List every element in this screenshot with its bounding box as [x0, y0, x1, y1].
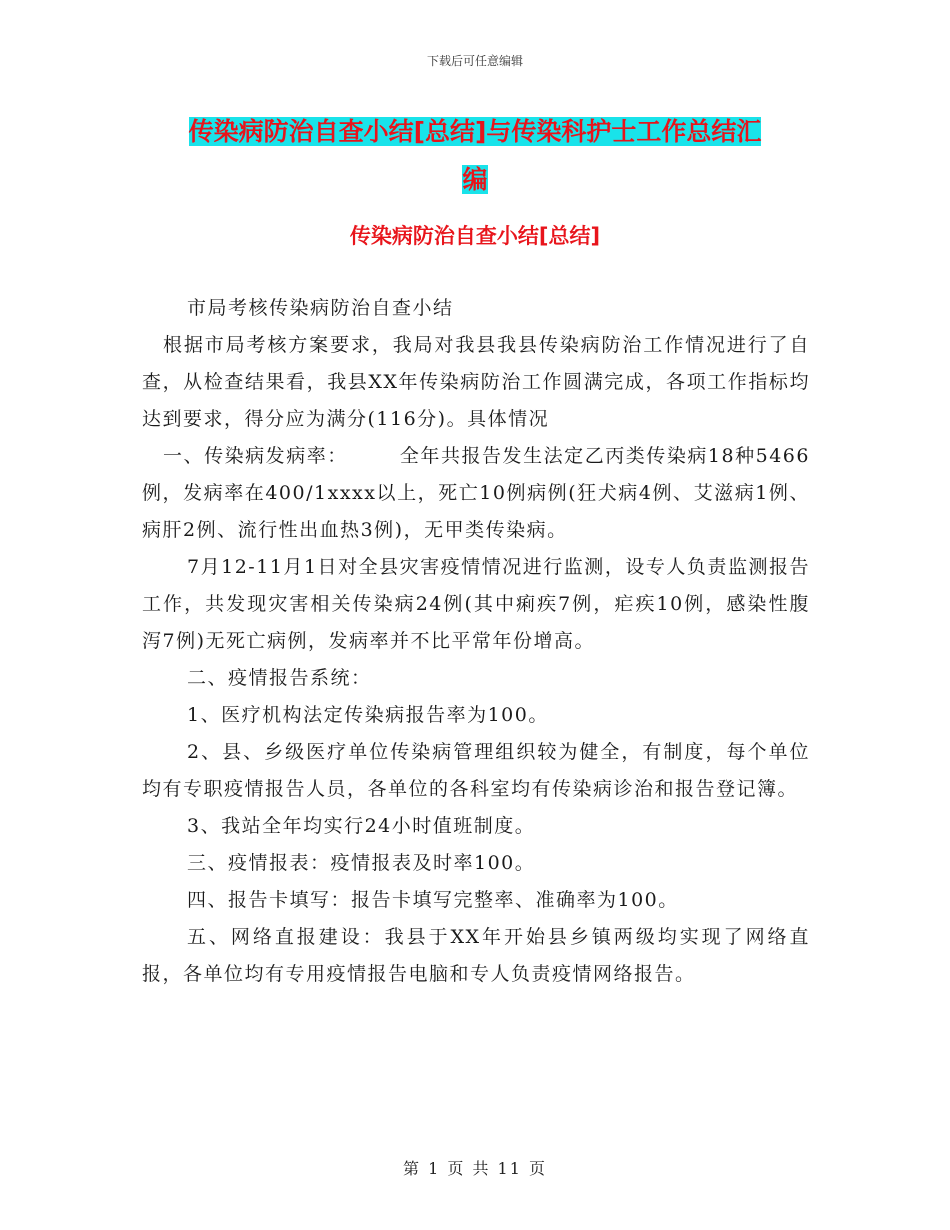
paragraph-subtitle: 市局考核传染病防治自查小结: [187, 297, 454, 319]
section-title: 传染病防治自查小结[总结]: [349, 224, 601, 248]
paragraph: 二、疫情报告系统：: [187, 667, 372, 689]
paragraph: 2、县、乡级医疗单位传染病管理组织较为健全，有制度，每个单位均有专职疫情报告人员，各单位的各科室均有传染病诊治和报告登记簿。: [142, 741, 810, 800]
paragraph: 四、报告卡填写：报告卡填写完整率、准确率为100。: [187, 889, 679, 911]
paragraph: 3、我站全年均实行24小时值班制度。: [187, 815, 536, 837]
paragraph: 三、疫情报表：疫情报表及时率100。: [187, 852, 536, 874]
page-header: 下载后可任意编辑: [426, 54, 523, 68]
document-body: [142, 290, 810, 993]
document-title-line-1: 传染病防治自查小结[总结]与传染科护士工作总结汇: [188, 117, 762, 146]
document-title-line-2: 编: [462, 165, 488, 194]
paragraph: 根据市局考核方案要求，我局对我县我县传染病防治工作情况进行了自查，从检查结果看，我县XX年传染病防治工作圆满完成，各项工作指标均达到要求，得分应为满分(116分)。具体情况: [142, 334, 810, 430]
paragraph: 五、网络直报建设：我县于XX年开始县乡镇两级均实现了网络直报，各单位均有专用疫情报告电脑和专人负责疫情网络报告。: [142, 926, 810, 985]
paragraph: 7月12-11月1日对全县灾害疫情情况进行监测，设专人负责监测报告工作，共发现灾害相关传染病24例(其中痢疾7例，疟疾10例，感染性腹泻7例)无死亡病例，发病率并不比平常年份增高。: [142, 556, 810, 652]
page-footer: 第 1 页 共 11 页: [403, 1159, 547, 1178]
paragraph: 一、传染病发病率： 全年共报告发生法定乙丙类传染病18种5466例，发病率在400/1xxxx以上，死亡10例病例(狂犬病4例、艾滋病1例、病肝2例、流行性出血热3例)，无甲类传染病。: [142, 445, 810, 541]
paragraph: 1、医疗机构法定传染病报告率为100。: [187, 704, 549, 726]
document-title: [140, 108, 810, 204]
